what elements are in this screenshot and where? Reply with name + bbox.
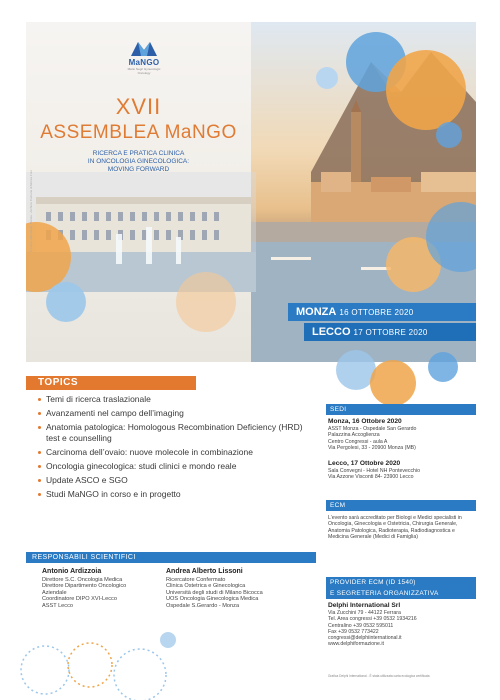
person-role: Ospedale S.Gerardo - Monza [166,602,240,609]
topic-text: Oncologia ginecologica: studi clinici e mondo reale [46,461,237,471]
bullet-icon [38,451,41,454]
subtitle-line: RICERCA E PRATICA CLINICA [92,150,185,157]
responsabile-1 [42,568,162,609]
subtitle-line: MOVING FORWARD [107,166,170,173]
topic-item [38,394,306,405]
topic-text: Temi di ricerca traslazionale [46,394,151,404]
sede-line: Sala Convegni - Hotel NH Pontevecchio [328,468,420,474]
sede-title: Monza, 16 Ottobre 2020 [328,418,402,425]
provider-website[interactable]: www.delphiformazione.it [328,641,384,648]
person-role: Aziendale [42,589,67,596]
provider-line: Via Zucchini 79 - 44122 Ferrara [328,610,401,616]
topic-item [38,422,306,444]
person-role: UOS Oncologia Ginecologica Medica [166,596,259,603]
sede-lecco [328,460,478,481]
person-role: Clinica Ostetrica e Ginecologica [166,583,246,590]
topic-text: Studi MaNGO in corso e in progetto [46,489,181,499]
bullet-icon [38,479,41,482]
sede-line: ASST Monza - Ospedale San Gerardo [328,426,417,432]
bullet-icon [38,493,41,496]
responsabile-2 [166,568,316,609]
decor-bubble [428,352,458,382]
sede-monza [328,418,478,451]
provider-info [328,602,478,648]
sede-line: Via Pergolesi, 33 - 20900 Monza (MB) [328,444,416,451]
logo-name: MaNGO [128,58,160,67]
date-city: MONZA [296,306,337,318]
date-value: 16 OTTOBRE 2020 [339,308,414,317]
person-role: Direttore S.C. Oncologia Medica [42,576,123,583]
topic-item [38,489,306,500]
person-role: Ricercatore Confermato [166,576,226,583]
topic-item [38,408,306,419]
ecm-text: L’evento sarà accreditato per Biologi e Medici specialisti in Oncologia, Ginecologia e Ostetricia, Chirurgia Generale, Anatomia Patologica, Radioterapia, Radiodiagnostica e Medicina Generale (Medici di Famiglia) [328,515,462,540]
topic-text: Carcinoma dell’ovaio: nuove molecole in combinazione [46,447,253,457]
event-title: ASSEMBLEA MaNGO [40,122,237,143]
bullet-icon [38,465,41,468]
date-bar-lecco [304,323,476,341]
mango-logo-icon [129,38,159,58]
hero-banner [26,22,476,362]
provider-line: Tel. Area congressi +39 0532 1934216 [328,616,417,623]
provider-company: Delphi International Srl [328,602,401,609]
person-name: Andrea Alberto Lissoni [166,568,243,575]
person-role: Coordinatore DIPO XVI-Lecco [42,596,117,603]
person-role: ASST Lecco [42,602,73,609]
person-role: Direttore Dipartimento Oncologico [42,583,127,590]
event-subtitle [56,150,221,174]
logo-tagline: Mario Negri Gynecologic Oncology [127,67,161,75]
topic-item [38,461,306,472]
decor-bubble [370,360,416,406]
date-value: 17 OTTOBRE 2020 [353,328,428,337]
edition-number: XVII [115,94,162,119]
topic-text: Update ASCO e SGO [46,475,128,485]
topics-list [38,394,306,503]
decor-bubble [316,67,338,89]
date-bar-monza [288,303,476,321]
topic-item [38,475,306,486]
bullet-icon [38,426,41,429]
sede-line: Palazzina Accoglienza [328,432,380,439]
decor-bubble [46,282,86,322]
topics-heading: TOPICS [26,376,196,390]
decor-bubble [436,122,462,148]
sedi-heading: SEDI [326,404,476,415]
provider-email[interactable]: congressi@delphiinternational.it [328,635,402,642]
responsabili-heading: RESPONSABILI SCIENTIFICI [26,552,316,563]
person-role: Università degli studi di Milano Bicocca [166,589,263,596]
decor-dots [20,610,180,700]
provider-line: Fax +39 0532 773422 [328,628,379,635]
provider-line: Centralino +39 0532 595011 [328,622,394,629]
subtitle-line: IN ONCOLOGIA GINECOLOGICA: [87,158,190,165]
sede-line: Via Azzone Visconti 84- 23900 Lecco [328,474,414,481]
bullet-icon [38,412,41,415]
sede-title: Lecco, 17 Ottobre 2020 [328,460,401,467]
provider-heading-2: E SEGRETERIA ORGANIZZATIVA [326,588,476,599]
provider-heading: PROVIDER ECM (ID 1540) [326,577,476,588]
person-name: Antonio Ardizzoia [42,568,102,575]
decor-bubble [386,50,466,130]
topic-text: Anatomia patologica: Homologous Recombination Deficiency (HRD) test e counselling [46,422,303,443]
ecm-heading: ECM [326,500,476,511]
topic-text: Avanzamenti nel campo dell’imaging [46,408,184,418]
mango-logo [124,38,164,75]
topic-item [38,447,306,458]
photo-caption: © Lecco Villa Reale, Monza - Archivio Comune di Monza Foto [29,169,33,252]
print-footnote: Grafica Delphi International - È stata utilizzata carta ecologica certificata [328,674,430,678]
date-city: LECCO [312,326,351,338]
bullet-icon [38,398,41,401]
sede-line: Centro Congressi - aula A [328,438,388,445]
decor-bubble [176,272,236,332]
